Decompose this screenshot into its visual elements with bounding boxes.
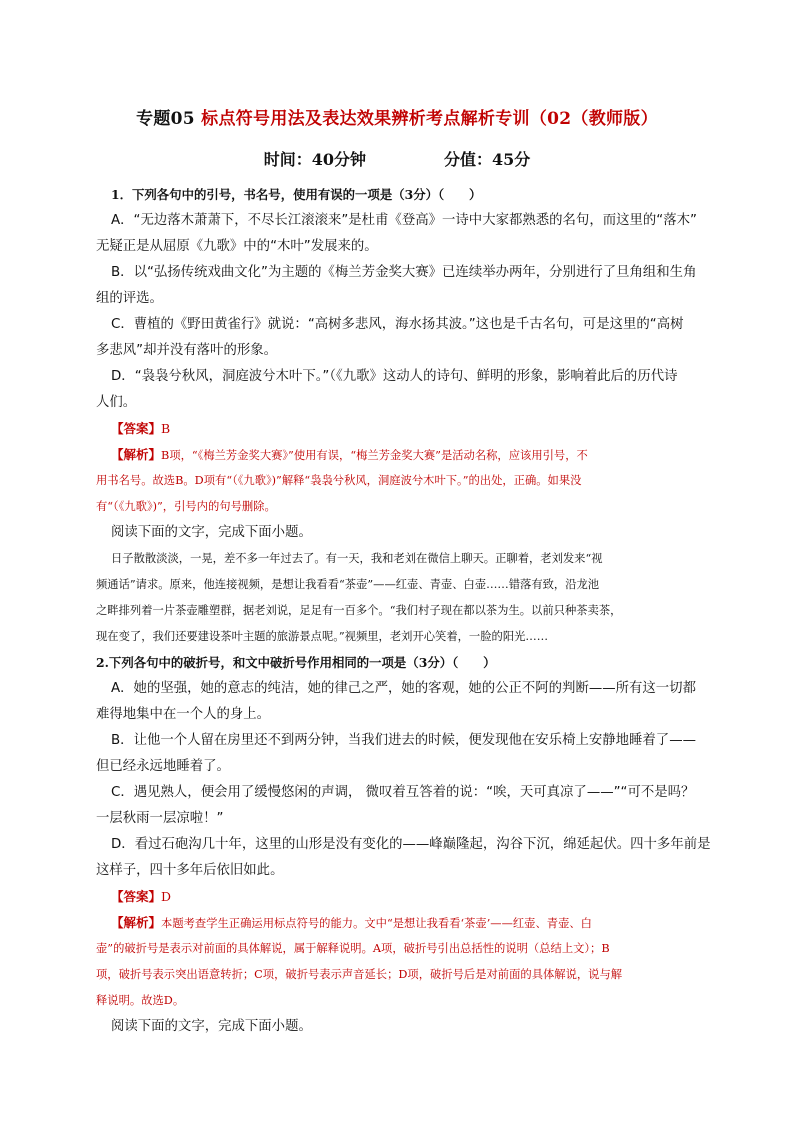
q2-option-d-line1: D．看过石砲沟几十年，这里的山形是没有变化的——峰巅隆起，沟谷下沉，绵延起伏。四十多年前是: [111, 837, 711, 852]
explanation-text: 本题考查学生正确运用标点符号的能力。文中“是想让我看看‘茶壶’——红壶、青壶、白: [161, 917, 592, 930]
page-title: [0, 104, 794, 129]
q1-explanation-line2: 用书名号。故选B。D项有“（《九歌》)”解释“袅袅兮秋风，洞庭波兮木叶下。”的出处，正确。如果没: [96, 474, 582, 487]
q2-explanation-line4: 释说明。故选D。: [96, 994, 185, 1007]
q1-option-a-line1: A．“无边落木萧萧下，不尽长江滚滚来”是杜甫《登高》一诗中大家都熟悉的名句，而这里的“落木”: [111, 213, 697, 228]
q2-option-d-line2: 这样子，四十多年后依旧如此。: [96, 863, 284, 878]
passage-line-3: 之畔排列着一片茶壶雕塑群，据老刘说，足足有一百多个。“我们村子现在都以茶为生。以前只种茶卖茶，: [96, 604, 622, 617]
q2-answer: [96, 884, 733, 910]
q1-option-b-line1: B．以“弘扬传统戏曲文化”为主题的《梅兰芳金奖大赛》已连续举办两年，分别进行了旦角组和生角: [111, 265, 697, 280]
passage-line-1: 日子散散淡淡，一晃，差不多一年过去了。有一天，我和老刘在微信上聊天。正聊着，老刘发来“视: [111, 552, 603, 565]
time-limit: 时间：40分钟: [263, 150, 366, 169]
q1-explanation-line3: 有“（《九歌》)”，引号内的句号删除。: [96, 500, 276, 513]
q1-option-d-line2: 人们。: [96, 395, 137, 410]
answer-tag: 【答案】: [111, 421, 162, 436]
question-2-stem: 2.下列各句中的破折号，和文中破折号作用相同的一项是（3分）（ ）: [96, 655, 496, 670]
q1-answer: [96, 416, 733, 442]
q2-explanation-line1: [96, 910, 733, 936]
answer-value: D: [161, 889, 172, 904]
reading-intro-1: 阅读下面的文字，完成下面小题。: [111, 525, 312, 540]
q2-option-b-line2: 但已经永远地睡着了。: [96, 759, 230, 774]
passage-line-4: 现在变了，我们还要建设茶叶主题的旅游景点呢。”视频里，老刘开心笑着，一脸的阳光……: [96, 630, 549, 643]
q1-explanation-line1: [96, 442, 733, 468]
q2-explanation-line2: 壶”的破折号是表示对前面的具体解说，属于解释说明。A项，破折号引出总括性的说明（总结上文）；B: [96, 942, 610, 955]
reading-intro-2: 阅读下面的文字，完成下面小题。: [111, 1019, 312, 1034]
q2-option-c-line2: 一层秋雨一层凉啦！”: [96, 811, 224, 826]
passage-line-2: 频通话”请求。原来，他连接视频，是想让我看看“茶壶”——红壶、青壶、白壶……错落有致，沿龙池: [96, 578, 600, 591]
q1-option-b-line2: 组的评选。: [96, 291, 163, 306]
q1-option-a-line2: 无疑正是从屈原《九歌》中的“木叶”发展来的。: [96, 239, 378, 254]
question-1-stem: 1．下列各句中的引号，书名号，使用有误的一项是（3分）（ ）: [111, 187, 482, 202]
answer-value: B: [161, 421, 171, 436]
title-main: 标点符号用法及表达效果辨析考点解析专训（02（教师版）: [201, 109, 658, 129]
q2-option-a-line2: 难得地集中在一个人的身上。: [96, 707, 271, 722]
q1-option-d-line1: D．“袅袅兮秋风，洞庭波兮木叶下。”（《九歌》这动人的诗句、鲜明的形象，影响着此后的历代诗: [111, 369, 678, 384]
q1-option-c-line2: 多悲风”却并没有落叶的形象。: [96, 343, 278, 358]
q1-option-c-line1: C．曹植的《野田黄雀行》就说：“高树多悲风，海水扬其波。”这也是千古名句，可是这里的“高树: [111, 317, 684, 332]
explanation-tag: 【解析】: [111, 447, 162, 462]
answer-tag: 【答案】: [111, 889, 162, 904]
document-content: [96, 182, 733, 1040]
explanation-text: B项，“《梅兰芳金奖大赛》”使用有误，“梅兰芳金奖大赛”是活动名称，应该用引号，不: [161, 449, 588, 462]
title-prefix: 专题05: [136, 109, 202, 129]
q2-option-a-line1: A．她的坚强，她的意志的纯洁，她的律己之严，她的客观，她的公正不阿的判断——所有这一切都: [111, 681, 696, 696]
q2-explanation-line3: 项，破折号表示突出语意转折；C项，破折号表示声音延长；D项，破折号后是对前面的具体解说，说与解: [96, 968, 623, 981]
score-total: 分值：45分: [444, 150, 531, 169]
explanation-tag: 【解析】: [111, 915, 162, 930]
time-score-line: [0, 147, 794, 170]
q2-option-b-line1: B．让他一个人留在房里还不到两分钟，当我们进去的时候，便发现他在安乐椅上安静地睡着了——: [111, 733, 696, 748]
q2-option-c-line1: C．遇见熟人，便会用了缓慢悠闲的声调， 微叹着互答着的说：“唉，天可真凉了——”“可不是吗？: [111, 785, 695, 800]
